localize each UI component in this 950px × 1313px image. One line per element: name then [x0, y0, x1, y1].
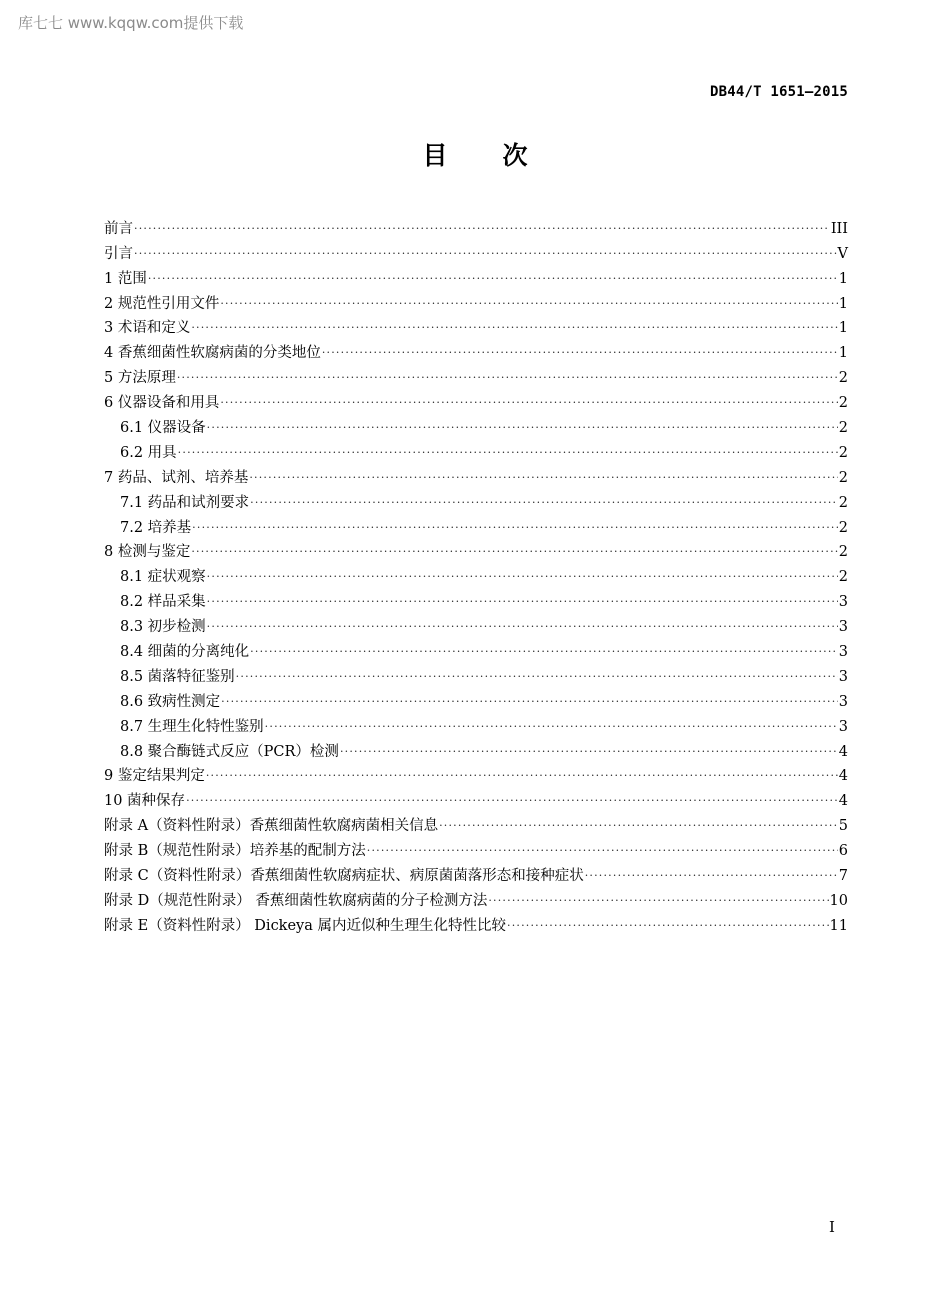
toc-entry[interactable] [104, 513, 848, 538]
toc-entry[interactable] [104, 264, 848, 289]
toc-entry[interactable] [104, 587, 848, 612]
toc-entry[interactable] [104, 687, 848, 712]
toc-entry-page: 6 [838, 843, 848, 860]
toc-entry-page: 4 [838, 743, 848, 760]
toc-leader-dots [207, 592, 838, 612]
toc-entry-page: 2 [838, 569, 848, 586]
toc-entry-page: 2 [838, 494, 848, 511]
toc-leader-dots [265, 717, 838, 737]
toc-entry[interactable] [104, 886, 848, 911]
toc-entry-page: 3 [838, 619, 848, 636]
toc-leader-dots [220, 294, 837, 314]
toc-entry-label: 附录 D（规范性附录） 香蕉细菌性软腐病菌的分子检测方法 [104, 892, 488, 909]
toc-leader-dots [134, 219, 830, 239]
toc-entry[interactable] [104, 911, 848, 936]
toc-leader-dots [191, 318, 837, 338]
toc-leader-dots [488, 891, 828, 911]
toc-leader-dots [192, 518, 838, 538]
toc-entry-label: 6.1 仪器设备 [120, 420, 206, 437]
toc-entry[interactable] [104, 562, 848, 587]
title-char-2: 次 [502, 141, 528, 170]
toc-entry-label: 附录 C（资料性附录）香蕉细菌性软腐病症状、病原菌菌落形态和接种症状 [104, 868, 584, 885]
toc-entry[interactable] [104, 712, 848, 737]
toc-entry[interactable] [104, 488, 848, 513]
toc-entry-label: 8.2 样品采集 [120, 594, 206, 611]
toc-entry-page: 2 [838, 444, 848, 461]
toc-entry-label: 2 规范性引用文件 [104, 295, 220, 312]
toc-entry[interactable] [104, 363, 848, 388]
toc-entry-label: 5 方法原理 [104, 370, 176, 387]
table-of-contents [104, 214, 848, 936]
toc-entry[interactable] [104, 538, 848, 563]
toc-entry[interactable] [104, 214, 848, 239]
standard-code: DB44/T 1651—2015 [709, 84, 848, 100]
toc-leader-dots [178, 443, 838, 463]
toc-leader-dots [236, 667, 838, 687]
toc-entry-label: 8.7 生理生化特性鉴别 [120, 718, 264, 735]
toc-entry-label: 8 检测与鉴定 [104, 544, 191, 561]
toc-entry[interactable] [104, 338, 848, 363]
title-char-1: 目 [422, 141, 448, 170]
page-title [0, 136, 950, 172]
toc-leader-dots [507, 916, 829, 936]
toc-entry-label: 10 菌种保存 [104, 793, 186, 810]
toc-leader-dots [340, 742, 838, 762]
toc-leader-dots [148, 269, 838, 289]
toc-entry-label: 1 范围 [104, 270, 147, 287]
toc-leader-dots [186, 791, 838, 811]
toc-entry-page: 3 [838, 718, 848, 735]
toc-entry-page: 10 [829, 892, 848, 909]
toc-entry-label: 引言 [104, 245, 133, 262]
toc-entry-page: 1 [838, 345, 848, 362]
toc-entry-page: 1 [838, 295, 848, 312]
toc-entry-label: 7.2 培养基 [120, 519, 192, 536]
toc-entry-label: 7 药品、试剂、培养基 [104, 469, 249, 486]
toc-entry[interactable] [104, 612, 848, 637]
toc-leader-dots [220, 393, 837, 413]
toc-entry-label: 3 术语和定义 [104, 320, 191, 337]
toc-leader-dots [191, 542, 837, 562]
toc-leader-dots [206, 766, 838, 786]
toc-leader-dots [250, 493, 838, 513]
toc-entry-label: 前言 [104, 220, 133, 237]
toc-entry-label: 8.6 致病性测定 [120, 693, 221, 710]
toc-leader-dots [249, 468, 837, 488]
toc-leader-dots [367, 841, 838, 861]
toc-entry-label: 6.2 用具 [120, 444, 177, 461]
toc-leader-dots [250, 642, 838, 662]
toc-entry-label: 附录 A（资料性附录）香蕉细菌性软腐病菌相关信息 [104, 818, 439, 835]
toc-entry-page: 1 [838, 270, 848, 287]
toc-entry[interactable] [104, 463, 848, 488]
toc-leader-dots [322, 343, 838, 363]
toc-entry-page: V [837, 245, 848, 262]
toc-entry[interactable] [104, 737, 848, 762]
toc-entry-page: 3 [838, 693, 848, 710]
toc-entry-page: 7 [838, 868, 848, 885]
toc-entry-label: 7.1 药品和试剂要求 [120, 494, 250, 511]
toc-entry[interactable] [104, 836, 848, 861]
toc-entry-page: III [830, 220, 848, 237]
toc-entry-page: 2 [838, 420, 848, 437]
toc-entry[interactable] [104, 413, 848, 438]
toc-entry[interactable] [104, 662, 848, 687]
toc-entry[interactable] [104, 861, 848, 886]
toc-entry-label: 附录 B（规范性附录）培养基的配制方法 [104, 843, 366, 860]
toc-leader-dots [207, 418, 838, 438]
toc-entry[interactable] [104, 388, 848, 413]
page-number: I [829, 1218, 835, 1236]
toc-entry-page: 2 [838, 544, 848, 561]
toc-entry[interactable] [104, 438, 848, 463]
toc-entry-page: 2 [838, 469, 848, 486]
toc-entry[interactable] [104, 289, 848, 314]
toc-leader-dots [585, 866, 838, 886]
toc-entry[interactable] [104, 811, 848, 836]
toc-entry[interactable] [104, 239, 848, 264]
toc-entry-label: 9 鉴定结果判定 [104, 768, 205, 785]
toc-entry-label: 8.4 细菌的分离纯化 [120, 644, 250, 661]
toc-entry-page: 3 [838, 594, 848, 611]
toc-leader-dots [221, 692, 838, 712]
toc-leader-dots [134, 244, 837, 264]
toc-entry-label: 8.5 菌落特征鉴别 [120, 668, 235, 685]
toc-entry-page: 3 [838, 644, 848, 661]
toc-entry-label: 4 香蕉细菌性软腐病菌的分类地位 [104, 345, 321, 362]
toc-entry-label: 8.1 症状观察 [120, 569, 206, 586]
toc-entry-page: 5 [838, 818, 848, 835]
toc-entry-page: 11 [829, 917, 848, 934]
toc-entry-label: 8.8 聚合酶链式反应（PCR）检测 [120, 743, 339, 760]
toc-entry-page: 2 [838, 370, 848, 387]
toc-entry-page: 2 [838, 519, 848, 536]
toc-entry-label: 8.3 初步检测 [120, 619, 206, 636]
toc-entry-page: 2 [838, 395, 848, 412]
toc-leader-dots [207, 617, 838, 637]
toc-leader-dots [439, 816, 838, 836]
toc-entry[interactable] [104, 762, 848, 787]
toc-leader-dots [207, 567, 838, 587]
toc-entry-page: 1 [838, 320, 848, 337]
toc-entry[interactable] [104, 314, 848, 339]
toc-entry-label: 附录 E（资料性附录） Dickeya 属内近似种生理生化特性比较 [104, 917, 506, 934]
toc-leader-dots [177, 368, 838, 388]
toc-entry[interactable] [104, 786, 848, 811]
toc-entry-page: 4 [838, 768, 848, 785]
toc-entry-label: 6 仪器设备和用具 [104, 395, 220, 412]
watermark: 库七七 www.kqqw.com提供下载 [18, 14, 244, 32]
toc-entry[interactable] [104, 637, 848, 662]
toc-entry-page: 4 [838, 793, 848, 810]
toc-entry-page: 3 [838, 668, 848, 685]
